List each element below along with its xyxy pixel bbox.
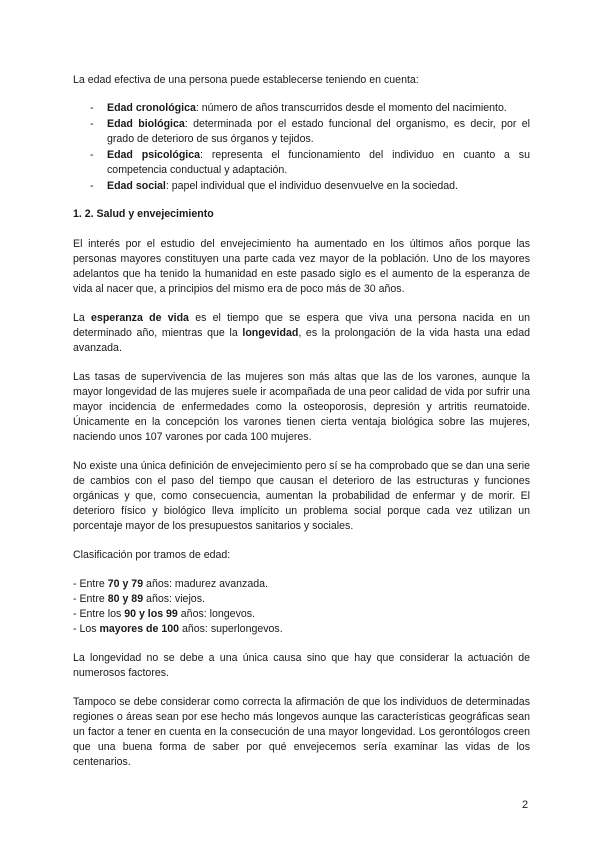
- text-run: años: superlongevos.: [179, 623, 283, 635]
- age-range-list: [73, 577, 530, 637]
- text-run: La: [73, 312, 92, 324]
- classification-title: Clasificación por tramos de edad:: [73, 549, 231, 561]
- paragraph-geographic-factors: Tampoco se debe considerar como correcta la afirmación de que los individuos de determinadas regiones o áreas sean por ese hecho más longevos aunque las características geográficas sean un factor a tener en cuenta en la consecución de una mayor longevidad. Los gerontólogos creen que una buena forma de saber por qué envejecemos sería examinar las vidas de los centenarios.: [73, 696, 530, 768]
- text-run: años: longevos.: [177, 608, 255, 620]
- text-run: - Los: [73, 623, 100, 635]
- paragraph-aging-interest: El interés por el estudio del envejecimiento ha aumentado en los últimos años porque las personas mayores constituyen una parte cada vez mayor de la población. Uno de los mayores adelantos que ha tenido la humanidad en este pasado siglo es el aumento de la esperanza de vida al nacer que, a principios del mismo era de poco más de 30 años.: [73, 238, 530, 295]
- age-range-value: 70 y 79: [107, 578, 144, 590]
- page-number: 2: [522, 799, 529, 811]
- list-item: [73, 622, 530, 637]
- text-run: - Entre: [73, 593, 108, 605]
- section-heading: 1. 2. Salud y envejecimiento: [73, 208, 214, 220]
- text-run: , es la prolongación de la vida hasta una edad avanzada.: [73, 327, 530, 354]
- definition-text: : representa el funcionamiento del individuo en cuanto a su competencia conductual y adaptación.: [107, 149, 530, 176]
- intro-text: La edad efectiva de una persona puede establecerse teniendo en cuenta:: [73, 74, 419, 86]
- definition-term: Edad cronológica: [107, 102, 196, 114]
- list-item: [73, 117, 530, 147]
- list-item: [73, 592, 530, 607]
- list-item: [73, 101, 530, 116]
- text-run: años: viejos.: [143, 593, 205, 605]
- paragraph-longevity-causes: La longevidad no se debe a una única causa sino que hay que considerar la actuación de numerosos factores.: [73, 652, 530, 679]
- list-item: [73, 607, 530, 622]
- age-range-value: 90 y los 99: [124, 608, 178, 620]
- age-definition-list: [73, 101, 530, 194]
- list-item: [73, 577, 530, 592]
- age-range-value: 80 y 89: [107, 593, 144, 605]
- definition-term: Edad biológica: [107, 118, 185, 130]
- text-run: es el tiempo que se espera que viva una persona nacida en un determinado año, mientras que la: [73, 312, 530, 339]
- bold-term-longevity: longevidad: [242, 327, 299, 339]
- bold-term-life-expectancy: esperanza de vida: [91, 312, 189, 324]
- text-run: - Entre los: [73, 608, 125, 620]
- paragraph-survival-rates: Las tasas de supervivencia de las mujeres son más altas que las de los varones, aunque la mayor longevidad de las mujeres suele ir acompañada de una peor calidad de vida por sufrir una mayor incidencia de enfermedades como la osteoporosis, depresión y artritis reumatoide. Únicamente en la concepción los varones tienen cierta ventaja biológica sobre las mujeres, naciendo unos 107 varones por cada 100 mujeres.: [73, 371, 530, 443]
- document-page: [73, 73, 530, 784]
- definition-text: : papel individual que el individuo desenvuelve en la sociedad.: [165, 180, 459, 192]
- definition-text: : determinada por el estado funcional del organismo, es decir, por el grado de deterioro de sus órganos y tejidos.: [107, 118, 530, 145]
- definition-term: Edad psicológica: [107, 149, 201, 161]
- definition-text: : número de años transcurridos desde el momento del nacimiento.: [195, 102, 507, 114]
- definition-term: Edad social: [107, 180, 166, 192]
- text-run: - Entre: [73, 578, 108, 590]
- paragraph-aging-definition: No existe una única definición de envejecimiento pero sí se ha comprobado que se dan una serie de cambios con el paso del tiempo que causan el deterioro de las estructuras y funciones orgánicas y que, como consecuencia, aumentan la probabilidad de enfermar y de morir. El deterioro físico y biológico lleva implícito un problema social porque cada vez utilizan un porcentaje mayor de los presupuestos sanitarios y sociales.: [73, 460, 531, 532]
- age-range-value: mayores de 100: [99, 623, 180, 635]
- paragraph-life-expectancy: [73, 311, 530, 356]
- list-item: [73, 148, 530, 178]
- list-item: [73, 179, 530, 194]
- text-run: años: madurez avanzada.: [143, 578, 268, 590]
